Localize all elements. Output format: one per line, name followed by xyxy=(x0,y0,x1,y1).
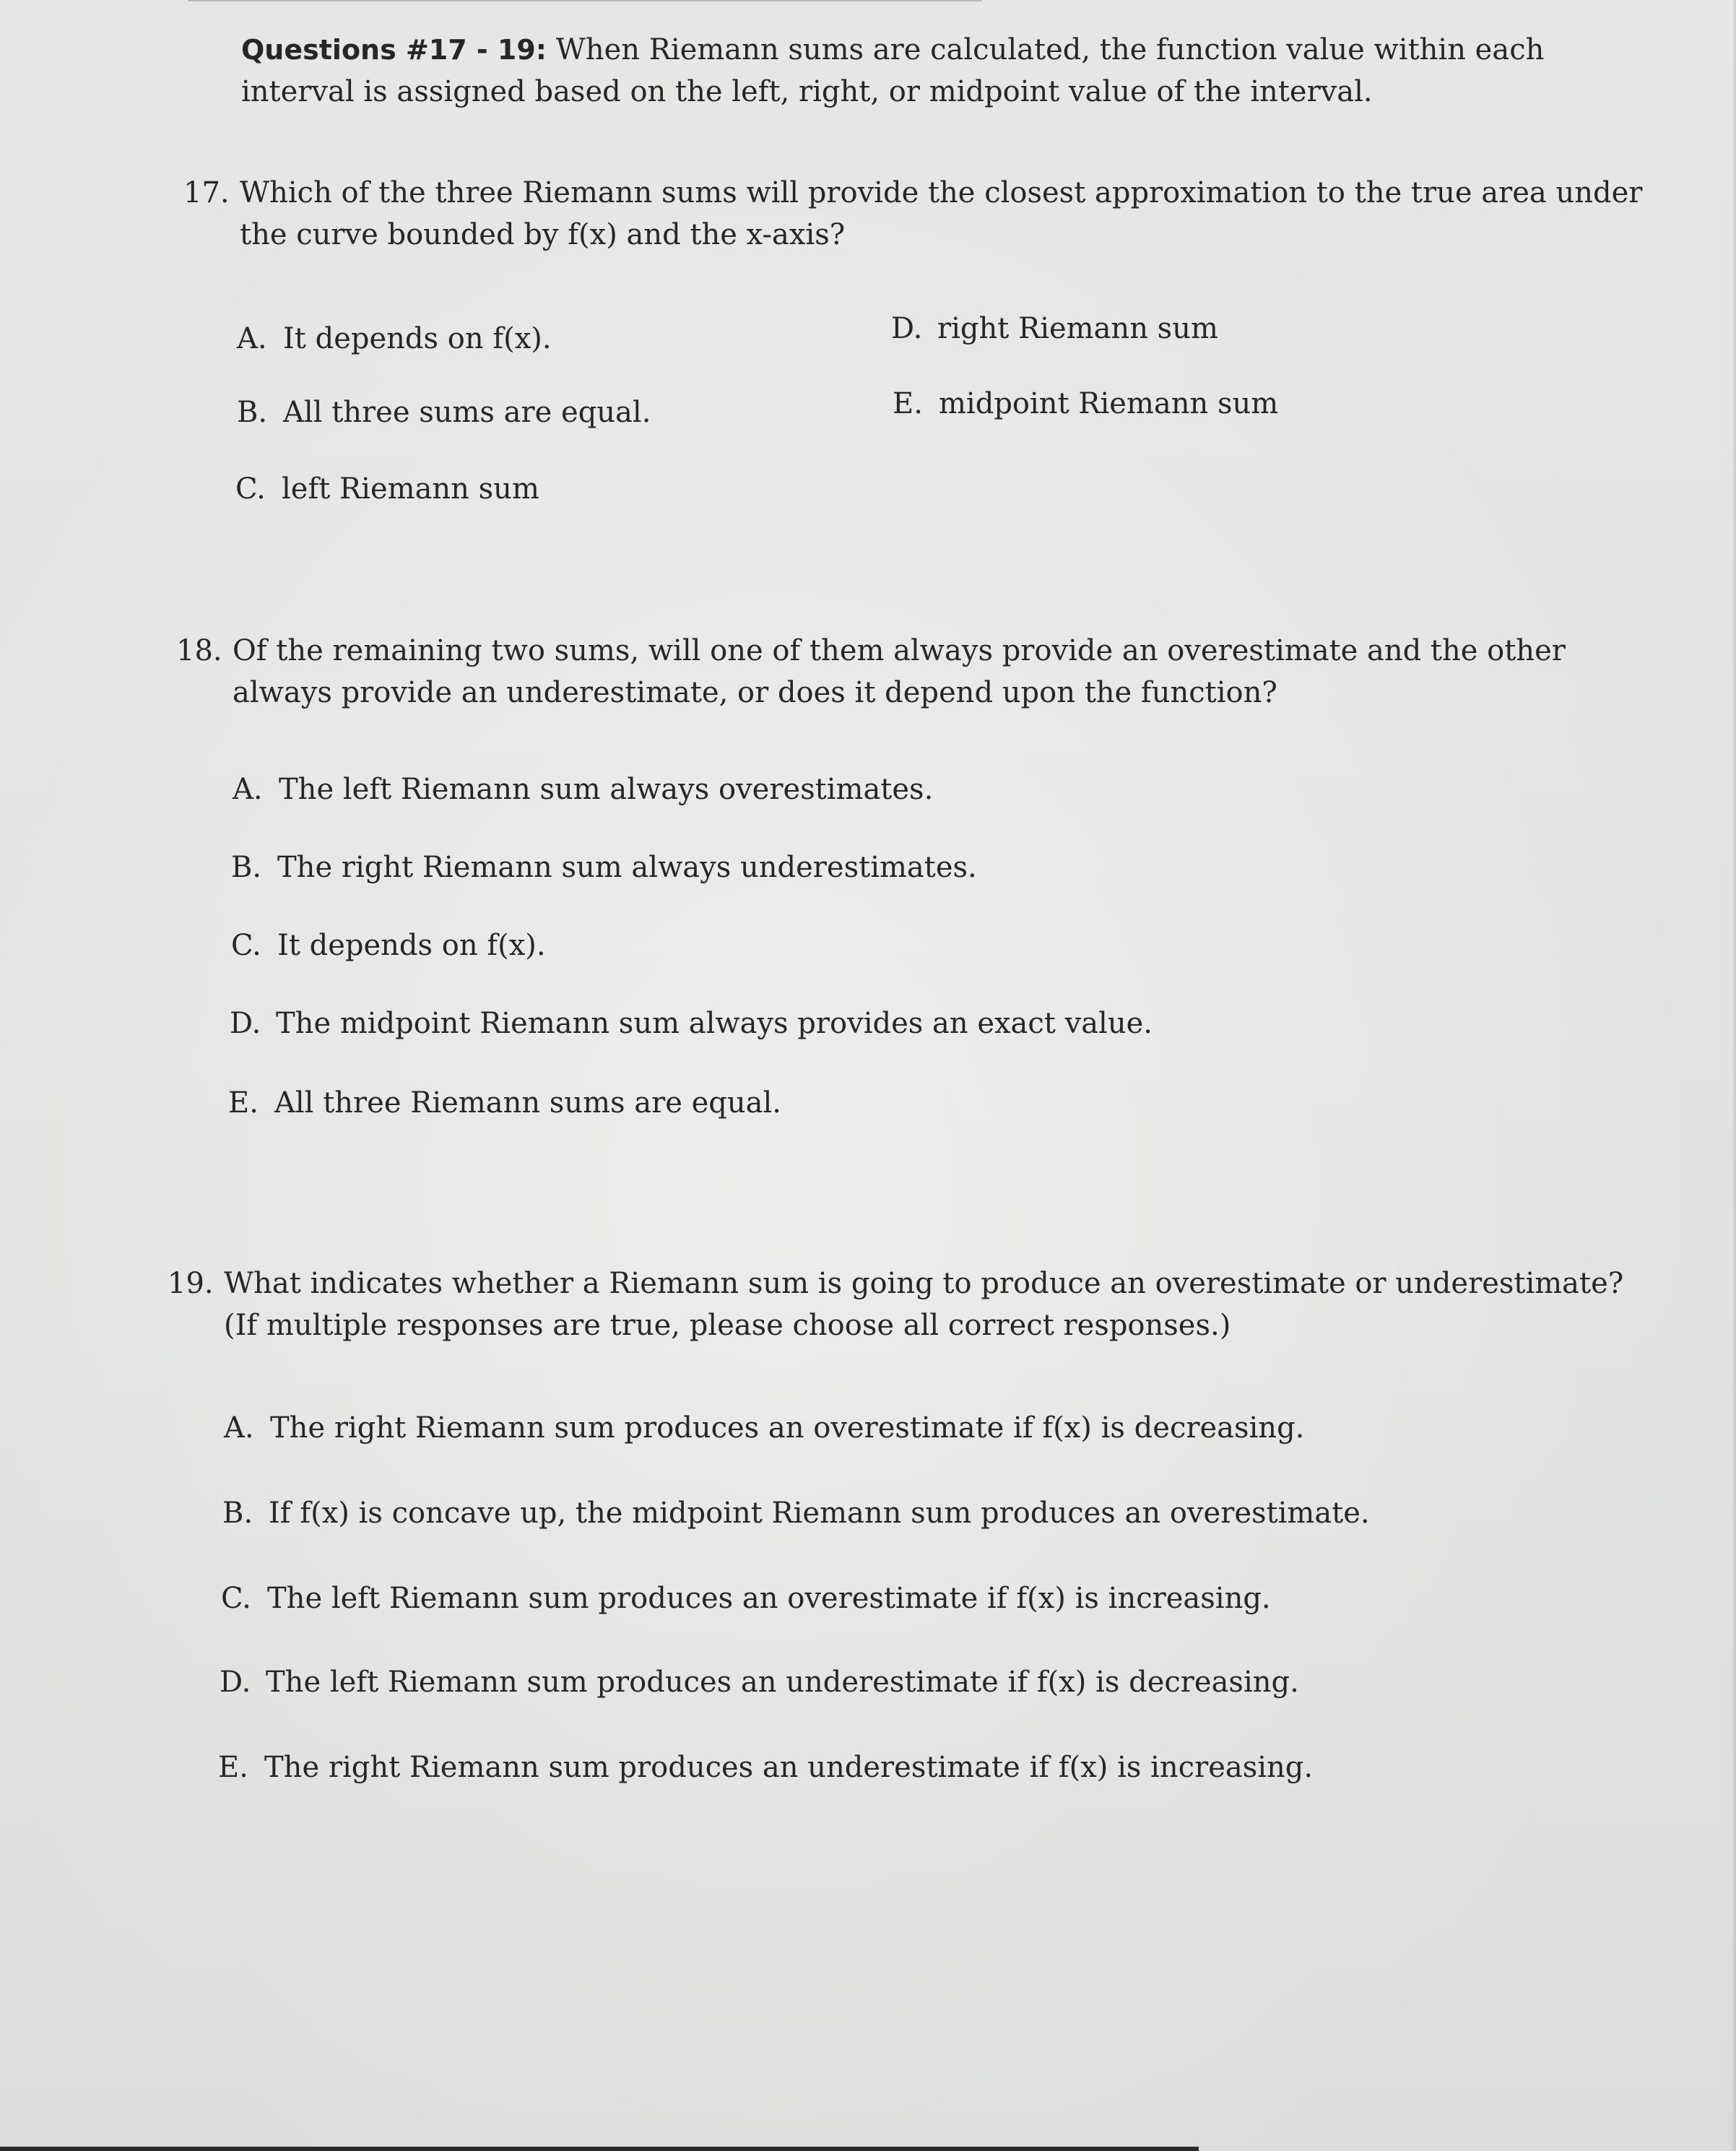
option-text: The left Riemann sum produces an underestimate if f(x) is decreasing. xyxy=(266,1666,1299,1699)
q19-option-a[interactable] xyxy=(224,1407,1304,1449)
option-letter: A. xyxy=(224,1411,254,1445)
question-17 xyxy=(183,172,1642,256)
option-text: left Riemann sum xyxy=(282,472,539,506)
option-letter: D. xyxy=(230,1007,261,1040)
option-letter: E. xyxy=(228,1086,259,1120)
option-letter: D. xyxy=(220,1666,251,1699)
q17-option-c[interactable] xyxy=(235,468,539,510)
question-line-2: always provide an underestimate, or does it depend upon the function? xyxy=(233,676,1277,709)
intro-paragraph xyxy=(241,29,1545,113)
option-text: The right Riemann sum produces an underestimate if f(x) is increasing. xyxy=(264,1751,1314,1784)
option-text: The midpoint Riemann sum always provides an exact value. xyxy=(276,1007,1153,1040)
question-line-2: (If multiple responses are true, please choose all correct responses.) xyxy=(224,1309,1231,1342)
option-letter: B. xyxy=(222,1497,253,1530)
option-text: It depends on f(x). xyxy=(283,322,552,355)
option-text: The left Riemann sum always overestimates. xyxy=(279,773,934,806)
q17-option-b[interactable] xyxy=(237,391,651,433)
option-text: The right Riemann sum always underestimates. xyxy=(277,851,977,884)
option-text: It depends on f(x). xyxy=(277,929,546,962)
option-letter: E. xyxy=(218,1751,248,1784)
question-line-1: Which of the three Riemann sums will provide the closest approximation to the true area under xyxy=(240,176,1643,209)
page-edge-shadow xyxy=(1732,0,1736,2151)
option-text: All three sums are equal. xyxy=(283,396,651,429)
intro-text-1: When Riemann sums are calculated, the function value within each xyxy=(555,33,1545,66)
question-line-1: Of the remaining two sums, will one of them always provide an overestimate and the other xyxy=(233,634,1566,667)
question-number: 18. xyxy=(176,634,222,667)
question-18 xyxy=(176,630,1566,714)
question-number: 19. xyxy=(168,1267,214,1300)
q17-option-d[interactable] xyxy=(891,308,1218,350)
question-number: 17. xyxy=(183,176,230,209)
option-text: If f(x) is concave up, the midpoint Riemann sum produces an overestimate. xyxy=(269,1497,1370,1530)
intro-line-2: interval is assigned based on the left, right, or midpoint value of the interval. xyxy=(241,75,1373,108)
option-text: midpoint Riemann sum xyxy=(939,387,1279,420)
q18-option-d[interactable] xyxy=(230,1003,1153,1044)
option-letter: D. xyxy=(891,312,923,345)
option-text: The right Riemann sum produces an overestimate if f(x) is decreasing. xyxy=(270,1411,1305,1445)
option-letter: C. xyxy=(235,472,266,506)
option-letter: B. xyxy=(237,396,268,429)
intro-line-1 xyxy=(241,29,1545,71)
option-letter: C. xyxy=(221,1582,251,1615)
option-letter: B. xyxy=(231,851,262,884)
option-letter: C. xyxy=(231,929,261,962)
q19-option-c[interactable] xyxy=(221,1577,1271,1619)
q17-option-a[interactable] xyxy=(237,318,552,360)
option-letter: A. xyxy=(233,773,263,806)
option-text: right Riemann sum xyxy=(937,312,1218,345)
q19-option-d[interactable] xyxy=(220,1661,1299,1703)
q19-option-e[interactable] xyxy=(218,1747,1313,1788)
option-text: The left Riemann sum produces an overestimate if f(x) is increasing. xyxy=(267,1582,1271,1615)
option-letter: E. xyxy=(893,387,923,420)
question-19 xyxy=(168,1263,1623,1346)
q18-option-c[interactable] xyxy=(231,925,546,966)
device-bezel-edge xyxy=(0,2147,1199,2151)
question-line-1: What indicates whether a Riemann sum is going to produce an overestimate or underestimate? xyxy=(224,1267,1624,1300)
q19-option-b[interactable] xyxy=(222,1492,1370,1534)
q18-option-e[interactable] xyxy=(228,1082,781,1124)
q18-option-a[interactable] xyxy=(233,769,933,810)
intro-lead: Questions #17 - 19: xyxy=(241,34,547,66)
top-rule xyxy=(188,0,982,1)
q18-option-b[interactable] xyxy=(231,847,977,888)
option-letter: A. xyxy=(237,322,267,355)
q17-option-e[interactable] xyxy=(893,383,1278,425)
question-line-2: the curve bounded by f(x) and the x-axis? xyxy=(240,218,846,251)
option-text: All three Riemann sums are equal. xyxy=(274,1086,782,1120)
